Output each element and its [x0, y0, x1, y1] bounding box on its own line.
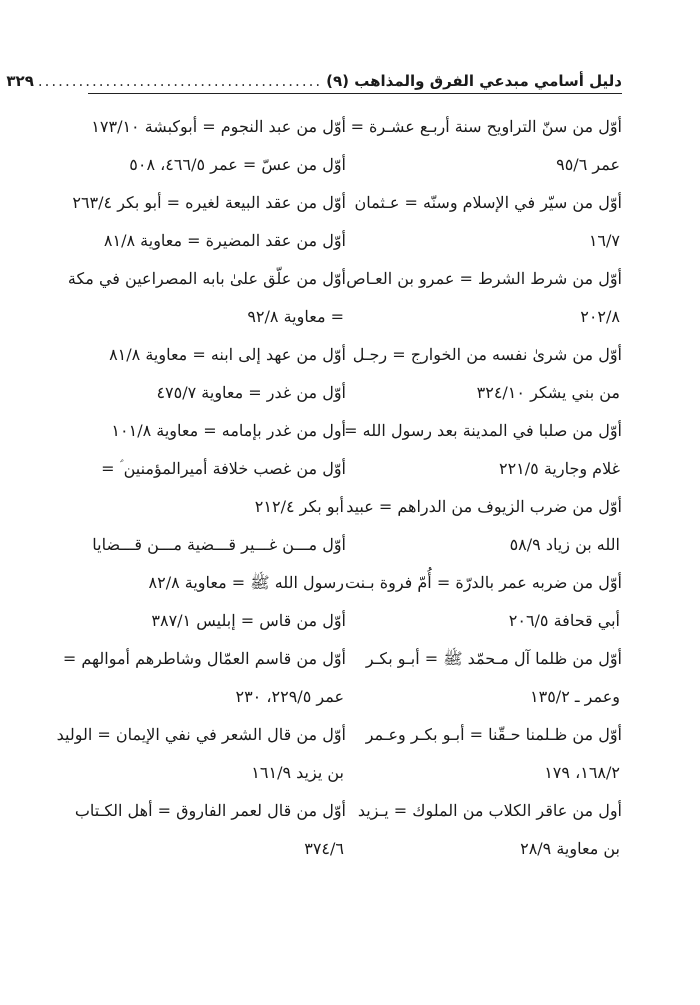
index-line: أوّل من عسّ = عمر ٤٦٦/٥، ٥٠٨	[129, 155, 346, 174]
index-line: أوّل من شرط الشرط = عمرو بن العـاص	[346, 269, 622, 288]
index-line: أوّل من عقد البيعة لغيره = أبو بكر ٢٦٣/٤	[72, 193, 346, 212]
index-line: ٢٠٢/٨	[580, 307, 620, 326]
index-line: أول من غدر بإمامه = معاوية ١٠١/٨	[111, 421, 346, 440]
running-header	[6, 60, 622, 90]
running-header-leader-dots: ..........................................	[37, 72, 323, 90]
running-header-title: دليل أسامي مبدعي الفرق والمذاهب (٩)	[326, 72, 622, 90]
index-column-left	[56, 108, 346, 868]
index-line: عمر ٢٢٩/٥، ٢٣٠	[235, 687, 344, 706]
index-line: أوّل من سيّر في الإسلام وسنّه = عـثمان	[354, 193, 622, 212]
index-line: أوّل من قاس = إبليس ٣٨٧/١	[151, 611, 346, 630]
header-rule	[88, 93, 622, 94]
index-line: الله بن زياد ٥٨/٩	[509, 535, 620, 554]
index-line: غلام وجارية ٢٢١/٥	[498, 459, 620, 478]
index-line: أوّل من قال الشعر في نفي الإيمان = الوليد	[56, 725, 346, 744]
index-line: أوّل من سنّ التراويح سنة أربـع عشـرة =	[350, 117, 622, 136]
index-line: ١٦٨/٢، ١٧٩	[544, 763, 620, 782]
index-line: ٣٧٤/٦	[304, 839, 344, 858]
index-line: رسول الله ﷺ = معاوية ٨٢/٨	[148, 573, 344, 592]
index-column-right	[344, 108, 622, 868]
index-line: أوّل من غصب خلافة أميرالمؤمنين ؑ =	[101, 459, 346, 478]
page-number: ٣٢٩	[6, 72, 34, 90]
index-line: أوّل من صلبا في المدينة بعد رسول الله =	[344, 421, 622, 440]
index-line: أوّل من غدر = معاوية ٤٧٥/٧	[156, 383, 346, 402]
index-line: = معاوية ٩٢/٨	[247, 307, 344, 326]
index-line: أول من عاقر الكلاب من الملوك = يـزيد	[357, 801, 622, 820]
index-line: أوّل من عهد إلى ابنه = معاوية ٨١/٨	[109, 345, 346, 364]
index-line: أوّل من قاسم العمّال وشاطرهم أموالهم =	[62, 649, 346, 668]
index-line: وعمر ـ ١٣٥/٢	[530, 687, 620, 706]
index-line: عمر ٩٥/٦	[556, 155, 620, 174]
index-line: أوّل مـــن غـــير قـــضية مـــن قـــضايا	[92, 535, 346, 554]
index-line: أوّل من عقد المضيرة = معاوية ٨١/٨	[103, 231, 346, 250]
index-line: أوّل من شرىٰ نفسه من الخوارج = رجـل	[352, 345, 622, 364]
index-line: بن معاوية ٢٨/٩	[520, 839, 620, 858]
index-line: أوّل من ظـلمنا حـقّنا = أبـو بكـر وعـمر	[365, 725, 622, 744]
index-line: بن يزيد ١٦١/٩	[251, 763, 344, 782]
index-line: أوّل من ضرب الزيوف من الدراهم = عبيد	[346, 497, 622, 516]
index-line: أوّل من علّق علىٰ بابه المصراعين في مكة	[67, 269, 346, 288]
index-line: ١٦/٧	[588, 231, 620, 250]
index-line: أوّل من قال لعمر الفاروق = أهل الكـتاب	[74, 801, 346, 820]
index-line: أوّل من عبد النجوم = أبوكبشة ١٧٣/١٠	[91, 117, 346, 136]
index-line: أبو بكر ٢١٢/٤	[254, 497, 344, 516]
index-line: أوّل من ضربه عمر بالدرّة = أُمّ فروة بـنت	[344, 573, 622, 592]
index-line: أبي قحافة ٢٠٦/٥	[508, 611, 620, 630]
index-line: أوّل من ظلما آل مـحمّد ﷺ = أبـو بكـر	[365, 649, 622, 668]
index-line: من بني يشكر ٣٢٤/١٠	[476, 383, 620, 402]
